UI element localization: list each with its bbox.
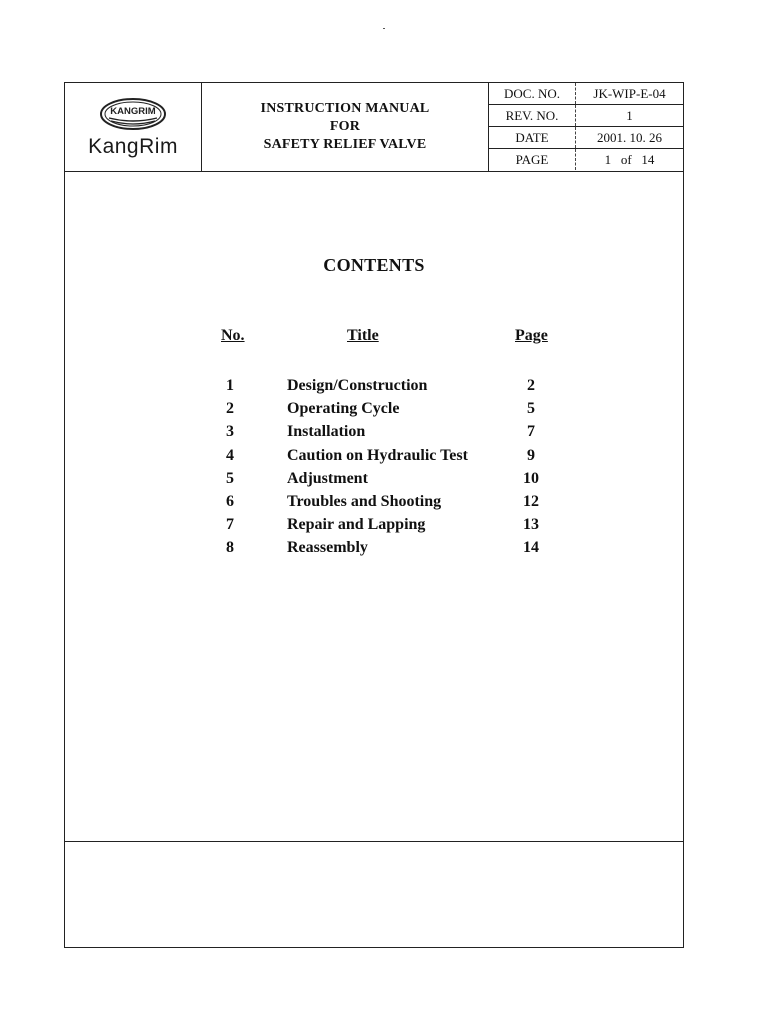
toc-title: Caution on Hydraulic Test [287,446,468,464]
toc-row [65,516,683,539]
toc-column-page: Page [515,327,548,344]
document-footer-box [65,841,683,948]
info-value: 1 of 14 [604,152,655,167]
toc-number: 1 [226,377,234,394]
contents-heading: CONTENTS [323,255,425,275]
toc-page: 12 [523,492,539,510]
scan-mark [383,28,385,29]
info-row-page [489,149,683,171]
toc-row [65,493,683,516]
title-line-2: FOR [329,119,361,134]
toc-row [65,423,683,446]
toc-title: Repair and Lapping [287,516,426,534]
toc-number: 2 [226,400,234,418]
toc-number: 3 [226,423,234,441]
toc-row [65,447,683,470]
title-line-3: SAFETY RELIEF VALVE [263,137,427,152]
toc-number: 6 [226,492,234,510]
toc-column-no: No. [221,327,245,344]
toc-title: Operating Cycle [287,400,400,418]
toc-row [65,377,683,400]
info-value: 1 [626,108,633,123]
info-label: PAGE [489,149,576,170]
toc-title: Reassembly [287,539,368,557]
toc-title: Troubles and Shooting [287,492,442,510]
toc-title: Design/Construction [287,377,428,394]
toc-number: 5 [226,469,234,487]
title-line-1: INSTRUCTION MANUAL [260,101,430,116]
document-frame [64,82,684,948]
info-value: 2001. 10. 26 [597,130,662,145]
document-header [65,83,683,172]
info-row-doc-no [489,83,683,105]
toc-row [65,470,683,493]
toc-title: Installation [287,423,366,441]
toc-rows [65,377,683,563]
kangrim-logo-icon [99,97,167,131]
info-label: REV. NO. [489,105,576,126]
info-row-date [489,127,683,149]
toc-number: 7 [226,516,234,534]
toc-page: 13 [523,516,539,534]
toc-page: 5 [527,400,535,418]
toc-page: 2 [527,377,535,394]
toc-page: 9 [527,446,535,464]
toc-page: 10 [523,469,539,487]
document-info-table [489,83,683,171]
company-name: KangRim [88,135,178,158]
toc-title: Adjustment [287,469,368,487]
info-label: DOC. NO. [489,83,576,104]
info-row-rev-no [489,105,683,127]
document-title [202,83,489,171]
toc-column-title: Title [347,327,379,344]
info-value: JK-WIP-E-04 [593,86,666,101]
logo-emblem-text: KANGRIM [110,106,156,117]
toc-number: 4 [226,446,234,464]
toc-page: 14 [523,539,539,557]
toc-row [65,539,683,562]
toc-row [65,400,683,423]
toc-page: 7 [527,423,535,441]
toc-number: 8 [226,539,234,557]
company-logo-cell [65,83,202,171]
info-label: DATE [489,127,576,148]
